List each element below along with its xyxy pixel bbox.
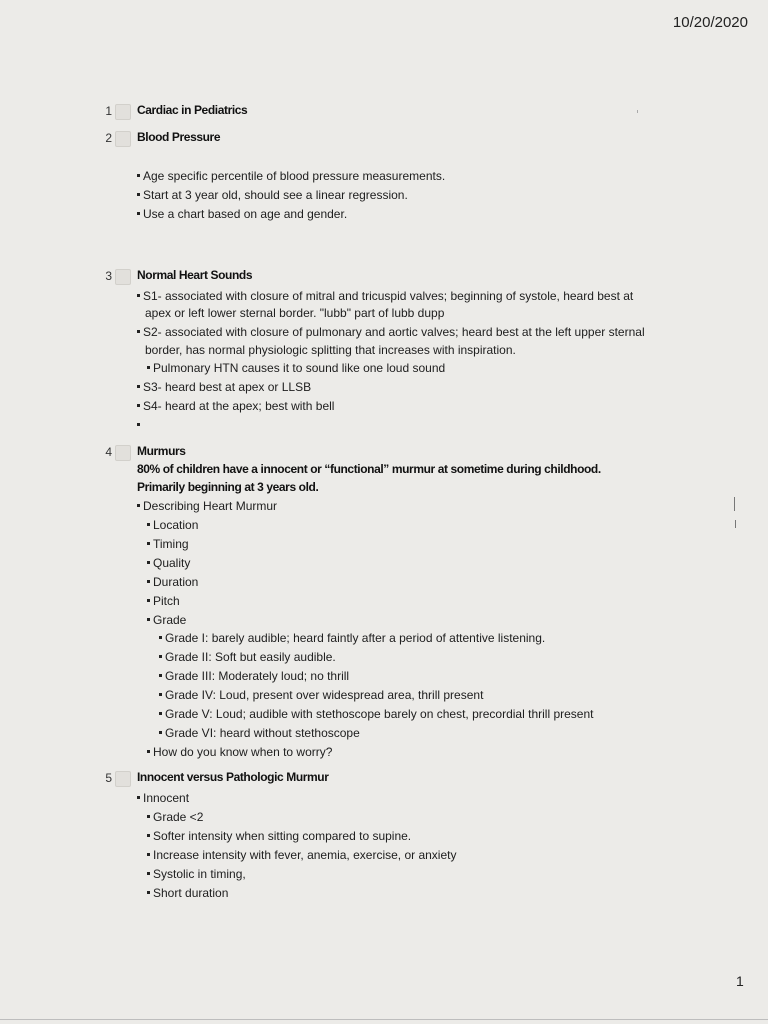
bullet-icon — [147, 523, 150, 526]
bullet-icon — [147, 891, 150, 894]
sub-bullet-item: Pulmonary HTN causes it to sound like one loud sound — [147, 361, 445, 375]
slide-thumbnail-box — [115, 771, 131, 787]
bullet-item: Describing Heart Murmur — [137, 499, 277, 513]
bullet-icon — [147, 599, 150, 602]
bullet-item: S4- heard at the apex; best with bell — [137, 399, 334, 413]
bullet-icon — [147, 750, 150, 753]
bullet-icon — [137, 294, 140, 297]
slide-thumbnail-box — [115, 269, 131, 285]
sub-bullet-item: Increase intensity with fever, anemia, exercise, or anxiety — [147, 848, 456, 862]
bullet-icon — [147, 618, 150, 621]
scan-mark — [734, 497, 735, 511]
empty-bullet-item — [137, 418, 143, 432]
bullet-icon — [137, 212, 140, 215]
grade-item: Grade I: barely audible; heard faintly after a period of attentive listening. — [159, 631, 545, 645]
bullet-icon — [147, 542, 150, 545]
bullet-icon — [137, 330, 140, 333]
sub-bullet-item: Duration — [147, 575, 198, 589]
grade-item: Grade V: Loud; audible with stethoscope barely on chest, precordial thrill present — [159, 707, 593, 721]
sub-bullet-item: Softer intensity when sitting compared to supine. — [147, 829, 411, 843]
grade-item: Grade II: Soft but easily audible. — [159, 650, 336, 664]
sub-bullet-item: Short duration — [147, 886, 228, 900]
bullet-continuation: border, has normal physiologic splitting that increases with inspiration. — [145, 343, 516, 357]
slide-intro-text: 80% of children have a innocent or “functional” murmur at sometime during childhood. — [137, 462, 601, 476]
bullet-icon — [159, 674, 162, 677]
bullet-continuation: apex or left lower sternal border. "lubb" part of lubb dupp — [145, 306, 445, 320]
bullet-icon — [137, 385, 140, 388]
slide-title: Murmurs — [137, 444, 186, 458]
bullet-icon — [159, 693, 162, 696]
slide-thumbnail-box — [115, 131, 131, 147]
slide-title: Normal Heart Sounds — [137, 268, 253, 282]
bullet-icon — [147, 580, 150, 583]
sub-bullet-item: Timing — [147, 537, 189, 551]
bullet-item: S1- associated with closure of mitral and tricuspid valves; beginning of systole, heard best at — [137, 289, 633, 303]
slide-thumbnail-box — [115, 445, 131, 461]
slide-number: 2 — [105, 131, 112, 145]
bullet-icon — [159, 655, 162, 658]
bullet-item: Innocent — [137, 791, 189, 805]
bullet-icon — [159, 731, 162, 734]
slide-thumbnail-box — [115, 104, 131, 120]
bullet-icon — [137, 174, 140, 177]
bullet-icon — [147, 853, 150, 856]
scan-mark — [637, 110, 638, 113]
slide-number: 4 — [105, 445, 112, 459]
bullet-icon — [137, 404, 140, 407]
slide-number: 1 — [105, 104, 112, 118]
slide-number: 5 — [105, 771, 112, 785]
bullet-icon — [137, 504, 140, 507]
bullet-item: Start at 3 year old, should see a linear regression. — [137, 188, 408, 202]
page-number: 1 — [736, 973, 744, 989]
bullet-icon — [137, 193, 140, 196]
sub-bullet-item: Grade — [147, 613, 186, 627]
print-date: 10/20/2020 — [672, 14, 748, 31]
grade-item: Grade IV: Loud, present over widespread area, thrill present — [159, 688, 483, 702]
grade-item: Grade VI: heard without stethoscope — [159, 726, 360, 740]
sub-bullet-item: Grade <2 — [147, 810, 203, 824]
sub-bullet-item: Quality — [147, 556, 190, 570]
page-edge — [0, 1019, 768, 1020]
bullet-icon — [159, 636, 162, 639]
bullet-icon — [147, 872, 150, 875]
slide-title: Innocent versus Pathologic Murmur — [137, 770, 329, 784]
bullet-item: S3- heard best at apex or LLSB — [137, 380, 311, 394]
bullet-icon — [147, 561, 150, 564]
bullet-icon — [137, 796, 140, 799]
sub-bullet-item: How do you know when to worry? — [147, 745, 332, 759]
grade-item: Grade III: Moderately loud; no thrill — [159, 669, 349, 683]
slide-title: Blood Pressure — [137, 130, 221, 144]
sub-bullet-item: Location — [147, 518, 198, 532]
bullet-item: S2- associated with closure of pulmonary and aortic valves; heard best at the left upper sternal — [137, 325, 645, 339]
bullet-item: Use a chart based on age and gender. — [137, 207, 347, 221]
bullet-item: Age specific percentile of blood pressure measurements. — [137, 169, 445, 183]
sub-bullet-item: Systolic in timing, — [147, 867, 246, 881]
slide-intro-text: Primarily beginning at 3 years old. — [137, 480, 319, 494]
bullet-icon — [159, 712, 162, 715]
bullet-icon — [147, 834, 150, 837]
bullet-icon — [147, 815, 150, 818]
slide-title: Cardiac in Pediatrics — [137, 103, 248, 117]
sub-bullet-item: Pitch — [147, 594, 180, 608]
bullet-icon — [147, 366, 150, 369]
scan-mark — [735, 520, 736, 528]
slide-number: 3 — [105, 269, 112, 283]
bullet-icon — [137, 423, 140, 426]
